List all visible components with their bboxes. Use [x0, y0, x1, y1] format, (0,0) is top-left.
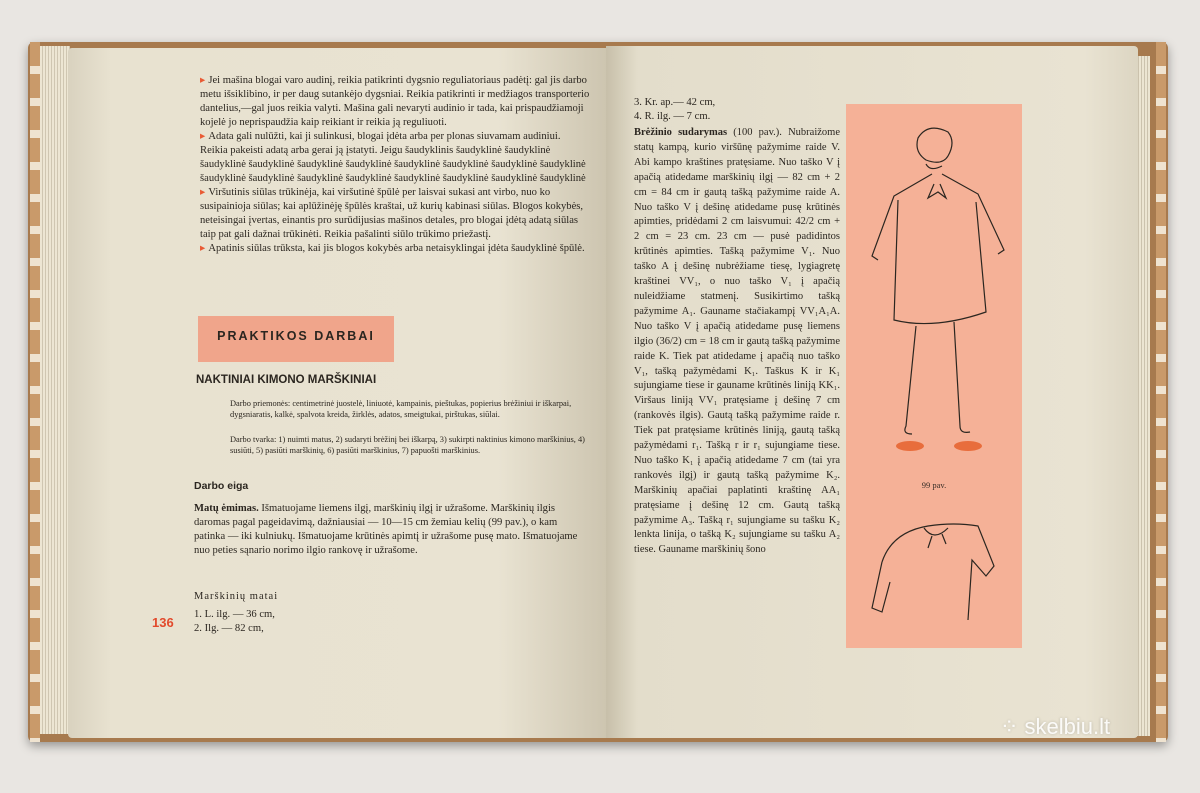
measure-text: Išmatuojame liemens ilgį, marškinių ilgį ir užrašome. Marškinių ilgis daromas pagal pageidavimą, dažniausiai — 10—15 cm žemiau kelių (99 pav.), o kam patinka — iki kulniukų. Išmatuojame krūtinės apimtį ir užrašome pusę mato. Išmatuojame nuo peties sąnario norimo ilgio rankovę ir užrašome.: [194, 503, 578, 556]
left-page: [68, 48, 606, 738]
note-item: ▸ Viršutinis siūlas trūkinėja, kai viršutinė špūlė per laisvai sukasi ant virbo, nuo ko susipainioja siūlas; kai aplūžinėję špūlės kraštai, už kurių kabinasi siūlas. Blogos kokybės, neteisingai įvertas, einantis pro surūdijusias mašinos detales, pro blogai įdėtą adatą siūlas taip pat gali dažnai trūkinėti. Reikia pašalinti siūlo trūkimo priežastį.: [200, 187, 584, 240]
dots-logo-icon: ⁘: [1000, 714, 1025, 739]
measure-line: 3. Kr. ap.— 42 cm,: [634, 97, 716, 108]
process-title: Darbo eiga: [194, 480, 249, 492]
watermark-text: skelbiu.lt: [1024, 714, 1111, 739]
drawing-ref: (100 pav.).: [733, 127, 782, 138]
measure-paragraph: [194, 502, 586, 558]
measures-title: Marškinių matai: [194, 591, 279, 602]
practice-heading-box: [198, 316, 394, 362]
watermark-logo: [1000, 714, 1110, 740]
maintenance-notes: [200, 74, 590, 256]
page-stack-left: [40, 46, 70, 734]
right-page: [606, 46, 1138, 738]
arrow-marker-icon: ▸: [200, 187, 206, 198]
note-item: ▸ Jei mašina blogai varo audinį, reikia patikrinti dygsnio reguliatoriaus padėtį: gal jis darbo metu išsiklibino, ir per daug sutankėjo dygsniai. Reikia patikrinti ir medžiagos transporterio dantelius,—gal juos reikia valyti. Mašina gali nevaryti audinio ir tada, kai prispaudžiamoji kojelė jo neprispaudžia kaip reikiant ir reikia ją reguliuoti.: [200, 75, 590, 128]
arrow-marker-icon: ▸: [200, 243, 206, 254]
note-item: ▸ Adata gali nulūžti, kai ji sulinkusi, blogai įdėta arba per plonas siuvamam audiniui. Reikia pakeisti adatą arba gerai ją įstatyti. Jeigu šaudyklinis šaudyklinė šaudyklinė šaudyklinė šaudyklinė šaudyklinė šaudyklinė šaudyklinė šaudyklinė šaudyklinė šaudyklinė šaudyklinė šaudyklinė šaudyklinė šaudyklinė šaudyklinė šaudyklinė šaudyklinė šaudyklinė: [200, 131, 586, 184]
measure-line: 2. Ilg. — 82 cm,: [194, 623, 264, 634]
section-title: NAKTINIAI KIMONO MARŠKINIAI: [196, 374, 377, 386]
nightgown-figure-illustration: [846, 104, 1022, 648]
cover-right-edge: [1156, 42, 1166, 742]
note-item: ▸ Apatinis siūlas trūksta, kai jis blogos kokybės arba netaisyklingai įdėta šaudyklinė špūlė.: [200, 243, 585, 254]
drawing-text: Nubraižome statų kampą, kurio viršūnę pažymime raide V. Abi kampo kraštines pratęsiame. Nuo taško V į apačią atidedame marškinių ilgį — 82 cm + 2 cm = 84 cm ir gautą tašką pažymime raide A. Nuo taško V į dešinę atidedame pusę krūtinės apimties, pridėdami 2 cm laisvumui: 42/2 cm + 2 cm = 23 cm. 23 cm — pusė padidintos krūtinės apimties. Tašką pažymime V₁. Nuo taško A į dešinę nubrėžiame tiesę, lygiagretę kraštinei VV₁, o nuo taško V₁ į apačią nuleidžiame statmenį. Susikirtimo tašką pažymime A₁. Gauname stačiakampį VV₁A₁A. Nuo taško V į apačią atidedame pusę liemens ilgio (36/2) cm = 18 cm ir gautą tašką pažymime raide K. Tiek pat atidedame į apačią nuo taško V₁, tašką pažymėdami K₁. Taškus K ir K₁ sujungiame tiese ir gauname krūtinės liniją KK₁. Viršaus liniją VV₁ pratęsiame į dešinę 7 cm (rankovės ilgis). Gautą tašką pažymime raide r. Tiek pat pratęsiame krūtinės liniją, gautą tašką pažymėdami r₁. Tašką r ir r₁ sujungiame tiese. Nuo taško K₁ į apačią atidedame 7 cm (tai yra rankovės ilgį) ir gautą tašką pažymime K₂. Marškinių apačiai paplatinti kraštinę AA₁ pratęsiame į dešinę 12 cm. Gautą tašką pažymime A₃. Tašką r₁ sujungiame su tašku K₂ lenkta linija, o tašką K₂ sujungiame su tašku A₂ tiese. Gauname marškinių šono: [634, 127, 840, 556]
order-text: Darbo tvarka: 1) nuimti matus, 2) sudaryti brėžinį bei iškarpą, 3) sukirpti naktinius kimono marškinius, 4) susiūti, 5) pasiūti marškinių, 6) pasiūti marškinius, 7) papuošti marškinius.: [230, 435, 585, 455]
page-stack-right: [1136, 56, 1150, 736]
measure-line: 4. R. ilg. — 7 cm.: [634, 111, 711, 122]
arrow-marker-icon: ▸: [200, 131, 206, 142]
measure-lead: Matų ėmimas.: [194, 503, 259, 514]
drawing-lead: Brėžinio sudarymas: [634, 127, 728, 138]
measure-line: 1. L. ilg. — 36 cm,: [194, 609, 275, 620]
practice-heading: PRAKTIKOS DARBAI: [217, 329, 375, 343]
measures-list: [194, 608, 275, 636]
cover-left-edge: [30, 42, 40, 742]
illustration-panel: [846, 104, 1022, 648]
top-measures: [634, 96, 715, 124]
arrow-marker-icon: ▸: [200, 75, 206, 86]
drawing-paragraph: [634, 126, 840, 686]
page-number: 136: [152, 615, 174, 630]
tools-text: Darbo priemonės: centimetrinė juostelė, liniuotė, kampainis, pieštukas, popierius brėžiniui ir iškarpai, dygsniaratis, kalkė, spalvota kreida, žirklės, adatos, smeigtukai, pirštukas, siūlai.: [230, 399, 572, 419]
figure-caption: 99 pav.: [921, 480, 947, 490]
